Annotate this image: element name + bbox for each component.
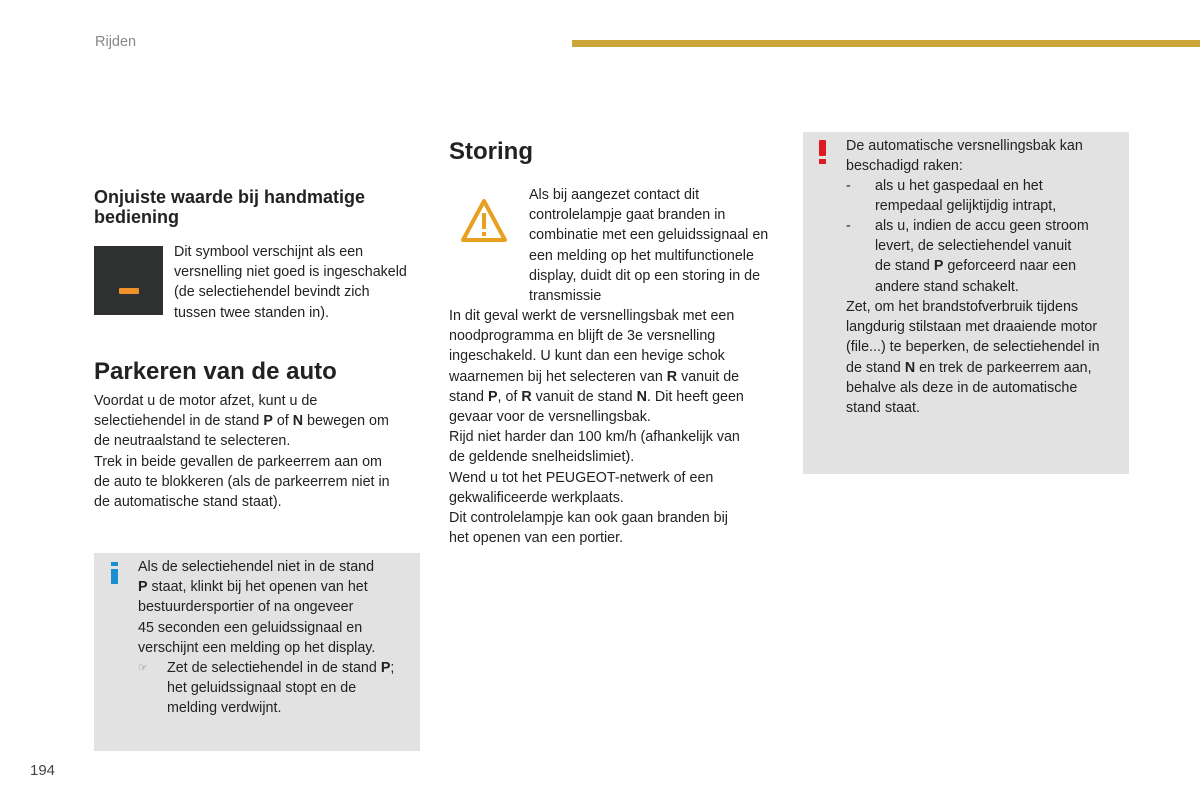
text-line: langdurig stilstaan met draaiende motor xyxy=(846,319,1098,336)
text-line: gekwalificeerde werkplaats. xyxy=(449,489,624,506)
caution-item-1 xyxy=(875,176,1056,216)
info-action-text xyxy=(167,658,394,719)
bullet: - xyxy=(846,218,851,234)
text-line: ingeschakeld. U kunt dan een hevige schok xyxy=(449,348,725,365)
caution-intro xyxy=(846,136,1083,176)
caution-item-2 xyxy=(875,216,1089,297)
text-line: Dit symbool verschijnt als een xyxy=(174,244,364,260)
text-line: Als de selectiehendel niet in de stand xyxy=(138,559,375,575)
text-line: waarnemen bij het selecteren van R vanuit de xyxy=(449,368,740,385)
text-line: melding verdwijnt. xyxy=(167,700,282,717)
heading-parking: Parkeren van de auto xyxy=(94,358,337,385)
caution-box xyxy=(803,132,1129,474)
text-line: verschijnt een melding op het display. xyxy=(138,639,376,656)
text-line: als u, indien de accu geen stroom xyxy=(875,218,1089,234)
text-line: het openen van een portier. xyxy=(449,530,624,547)
text-line: de stand N en trek de parkeerrem aan, xyxy=(846,359,1092,376)
text-line: Als bij aangezet contact dit xyxy=(529,187,700,203)
text-line: versnelling niet goed is ingeschakeld xyxy=(174,264,407,281)
text-line: Trek in beide gevallen de parkeerrem aan om xyxy=(94,453,382,470)
heading-line: bediening xyxy=(94,207,179,227)
text-line: bestuurdersportier of na ongeveer xyxy=(138,599,354,616)
text-line: de neutraalstand te selecteren. xyxy=(94,433,291,450)
text-line: stand staat. xyxy=(846,399,920,416)
text-line: noodprogramma en blijft de 3e versnelling xyxy=(449,328,716,345)
text-line: levert, de selectiehendel vanuit xyxy=(875,238,1072,255)
header-accent-bar xyxy=(572,40,1200,47)
heading-storing: Storing xyxy=(449,138,533,165)
text-line: de automatische stand staat). xyxy=(94,493,282,510)
pointer-bullet-icon: ☞ xyxy=(138,662,148,674)
text-line: de geldende snelheidslimiet). xyxy=(449,449,635,466)
info-icon xyxy=(111,562,118,584)
info-text xyxy=(138,557,375,658)
text-line: Zet, om het brandstofverbruik tijdens xyxy=(846,299,1079,315)
text-line: andere stand schakelt. xyxy=(875,278,1019,295)
page-number: 194 xyxy=(30,762,56,779)
text-line: stand P, of R vanuit de stand N. Dit heeft geen xyxy=(449,388,744,405)
text-line: (file...) te beperken, de selectiehendel in xyxy=(846,339,1100,356)
text-line: In dit geval werkt de versnellingsbak met een xyxy=(449,308,735,324)
text-line: controlelampje gaat branden in xyxy=(529,207,726,224)
text-line: beschadigd raken: xyxy=(846,158,963,175)
text-line: de auto te blokkeren (als de parkeerrem niet in xyxy=(94,473,390,490)
text-line: Zet de selectiehendel in de stand P; xyxy=(167,660,395,676)
text-line: het geluidssignaal stopt en de xyxy=(167,680,357,697)
alert-exclamation-icon xyxy=(819,140,826,164)
heading-manual-value xyxy=(94,187,365,227)
text-line: een melding op het multifunctionele xyxy=(529,247,754,264)
text-line: (de selectiehendel bevindt zich xyxy=(174,284,370,301)
text-line: Dit controlelampje kan ook gaan branden bij xyxy=(449,509,728,526)
heading-line: Onjuiste waarde bij handmatige xyxy=(94,187,366,207)
text-line: Voordat u de motor afzet, kunt u de xyxy=(94,393,318,409)
text-line: gevaar voor de versnellingsbak. xyxy=(449,408,651,425)
text-line: als u het gaspedaal en het xyxy=(875,178,1043,194)
caution-outro xyxy=(846,297,1100,418)
storing-body xyxy=(449,306,744,548)
text-line: De automatische versnellingsbak kan xyxy=(846,138,1083,154)
text-line: P staat, klinkt bij het openen van het xyxy=(138,579,368,596)
text-line: combinatie met een geluidssignaal en xyxy=(529,227,769,244)
text-line: 45 seconden een geluidssignaal en xyxy=(138,619,363,636)
info-box xyxy=(94,553,420,751)
text-line: behalve als deze in de automatische xyxy=(846,379,1078,396)
text-line: display, duidt dit op een storing in de xyxy=(529,267,761,284)
gear-fault-symbol-icon xyxy=(94,246,163,315)
warning-triangle-icon xyxy=(460,198,508,244)
text-line: Wend u tot het PEUGEOT-netwerk of een xyxy=(449,469,714,486)
text-line: selectiehendel in de stand P of N bewegen om xyxy=(94,413,389,430)
text-line: de stand P geforceerd naar een xyxy=(875,258,1077,275)
text-line: rempedaal gelijktijdig intrapt, xyxy=(875,198,1057,215)
section-title: Rijden xyxy=(95,34,137,50)
text-line: transmissie xyxy=(529,287,602,304)
warning-text xyxy=(529,185,768,306)
symbol-text xyxy=(174,242,407,323)
parking-text xyxy=(94,391,390,512)
text-line: Rijd niet harder dan 100 km/h (afhankelijk van xyxy=(449,429,740,446)
bullet: - xyxy=(846,178,851,194)
text-line: tussen twee standen in). xyxy=(174,304,329,321)
